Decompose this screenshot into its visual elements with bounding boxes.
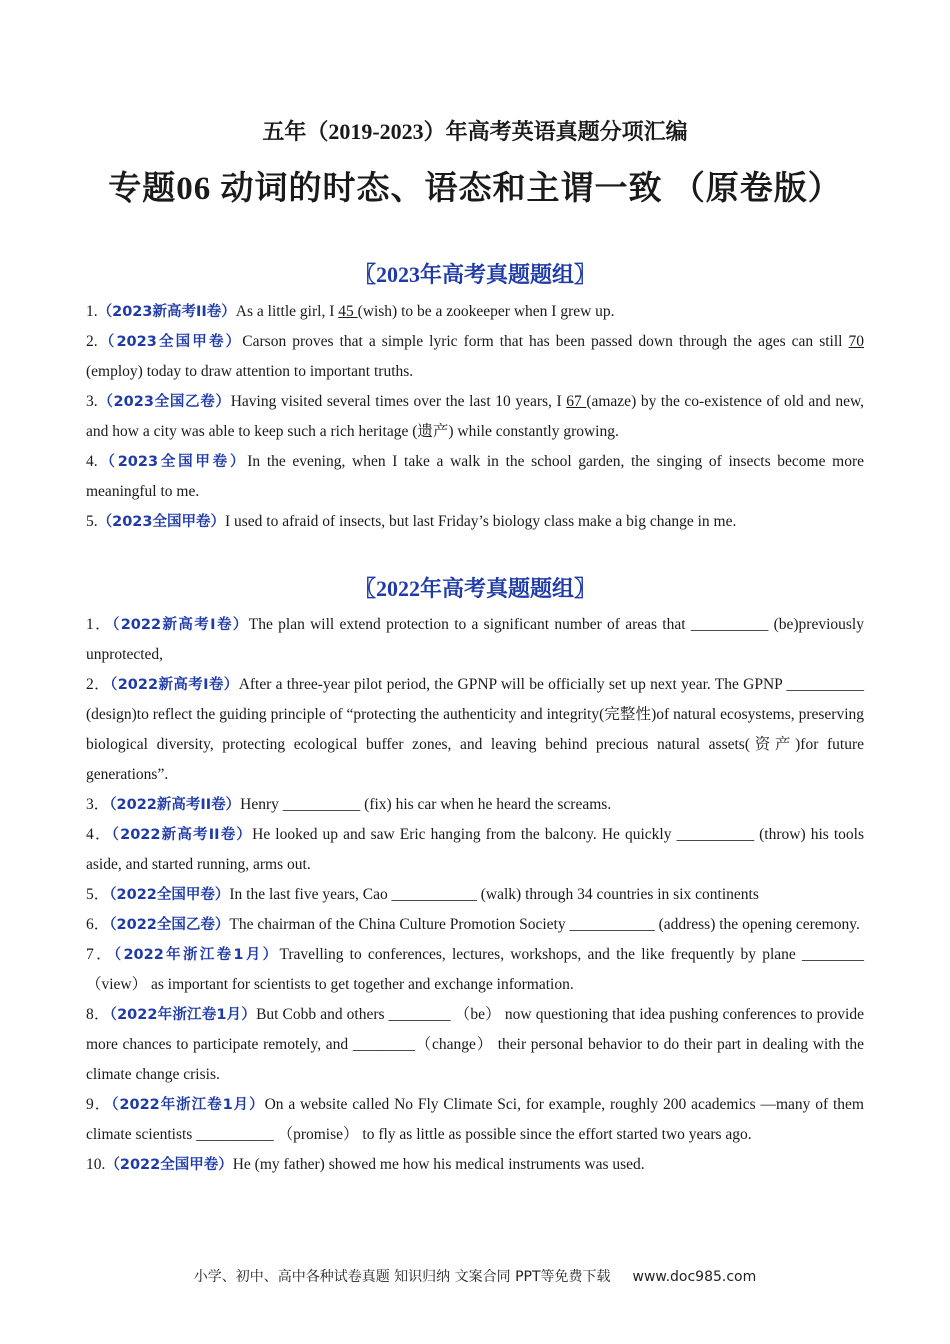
question-number: 7． xyxy=(86,946,114,963)
question-item xyxy=(86,1150,864,1180)
question-text: I used to afraid of insects, but last Friday’s biology class make a big change in me. xyxy=(224,513,737,530)
question-item xyxy=(86,880,864,910)
question-text: The chairman of the China Culture Promotion Society ___________ (address) the opening ceremony. xyxy=(229,916,860,933)
question-source: （2022全国甲卷） xyxy=(109,887,230,903)
question-source: （2022新高考II卷） xyxy=(109,797,241,813)
question-source: （2022年浙江卷1月） xyxy=(109,1007,257,1023)
question-item xyxy=(86,910,864,940)
question-item xyxy=(86,447,864,507)
question-text: He (my father) showed me how his medical instruments was used. xyxy=(232,1156,645,1173)
question-text: Henry __________ (fix) his car when he heard the screams. xyxy=(240,796,612,813)
question-number: 5. xyxy=(86,513,98,530)
question-number: 9． xyxy=(86,1096,112,1113)
question-source: （2023全国甲卷） xyxy=(97,454,248,470)
question-source: （2023全国乙卷） xyxy=(97,394,231,410)
answer-blank[interactable]: 45 xyxy=(338,303,358,320)
question-source: （2023全国甲卷） xyxy=(97,334,243,350)
question-text-tail: (wish) to be a zookeeper when I grew up. xyxy=(357,303,615,320)
answer-blank[interactable]: 67 xyxy=(566,393,587,410)
question-number: 1． xyxy=(86,616,113,633)
question-source: （2022新高考II卷） xyxy=(111,827,253,843)
question-item xyxy=(86,610,864,670)
answer-blank[interactable]: 70 xyxy=(848,333,865,350)
question-source: （2022年浙江卷1月） xyxy=(111,1097,265,1113)
question-text: After a three-year pilot period, the GPNP will be officially set up next year. The GPNP __________ (design)to reflect the guiding principle of “protecting the authenticity and integrity(完整性)of natural ecosystems, preserving biological diversity, protecting ecological buffer zones, and leaving behind precious natural assets(资产)for future generations”. xyxy=(86,676,864,783)
question-item xyxy=(86,507,864,537)
question-item xyxy=(86,1090,864,1150)
question-number: 1. xyxy=(86,303,98,320)
section-heading-2022: 〖2022年高考真题题组〗 xyxy=(353,576,596,601)
page-title: 五年（2019-2023）年高考英语真题分项汇编 xyxy=(262,119,688,144)
question-text: On a website called No Fly Climate Sci, for example, roughly 200 academics —many of them climate scientists __________ （promise） to fly as little as possible since the effort started two years ago. xyxy=(86,1096,864,1143)
question-item xyxy=(86,670,864,790)
question-text: In the last five years, Cao ___________ (walk) through 34 countries in six continents xyxy=(229,886,759,903)
question-source: （2023新高考II卷） xyxy=(97,304,236,320)
question-list-2022 xyxy=(86,610,864,1180)
question-text: As a little girl, I xyxy=(235,303,339,320)
question-number: 5． xyxy=(86,886,110,903)
question-number: 3． xyxy=(86,796,110,813)
section-heading-2023: 〖2023年高考真题题组〗 xyxy=(353,262,596,287)
footer-text: 小学、初中、高中各种试卷真题 知识归纳 文案合同 PPT等免费下载 xyxy=(193,1269,611,1285)
question-item xyxy=(86,297,864,327)
question-source: （2022全国甲卷） xyxy=(105,1157,233,1173)
question-text-tail: (employ) today to draw attention to important truths. xyxy=(86,363,414,380)
question-item xyxy=(86,940,864,1000)
question-number: 6． xyxy=(86,916,110,933)
page-footer xyxy=(0,1266,950,1286)
question-item xyxy=(86,387,864,447)
question-text: But Cobb and others ________ （be） now questioning that idea pushing conferences to provide more chances to participate remotely, and ________（change） their personal behavior to do their part in dealing with the climate change crisis. xyxy=(86,1006,864,1083)
question-text: Having visited several times over the last 10 years, I xyxy=(230,393,567,410)
question-number: 10. xyxy=(86,1156,106,1173)
question-source: （2022新高考I卷） xyxy=(110,677,239,693)
question-number: 8． xyxy=(86,1006,110,1023)
question-number: 2． xyxy=(86,676,111,693)
question-source: （2022新高考I卷） xyxy=(112,617,249,633)
question-source: （2022年浙江卷1月） xyxy=(113,947,280,963)
question-text: In the evening, when I take a walk in the school garden, the singing of insects become more meaningful to me. xyxy=(86,453,865,500)
question-item xyxy=(86,790,864,820)
footer-site-link[interactable]: www.doc985.com xyxy=(632,1269,757,1285)
question-text: Travelling to conferences, lectures, workshops, and the like frequently by plane ________（view） as important for scientists to get together and exchange information. xyxy=(86,946,864,993)
page-subtitle: 专题06 动词的时态、语态和主谓一致 （原卷版） xyxy=(108,171,842,207)
question-number: 4． xyxy=(86,826,112,843)
question-source: （2023全国甲卷） xyxy=(97,514,225,530)
question-number: 3. xyxy=(86,393,98,410)
question-text: The plan will extend protection to a significant number of areas that __________ (be)previously unprotected, xyxy=(86,616,864,663)
question-number: 2. xyxy=(86,333,98,350)
question-text: He looked up and saw Eric hanging from the balcony. He quickly __________ (throw) his tools aside, and started running, arms out. xyxy=(86,826,864,873)
question-text-tail: (amaze) by the co-existence of old and new, and how a city was able to keep such a rich heritage (遗产) while constantly growing. xyxy=(86,393,865,440)
question-item xyxy=(86,820,864,880)
question-list-2023 xyxy=(86,297,864,537)
question-item xyxy=(86,1000,864,1090)
question-source: （2022全国乙卷） xyxy=(109,917,230,933)
question-text: Carson proves that a simple lyric form that has been passed down through the ages can still xyxy=(242,333,849,350)
question-item xyxy=(86,327,864,387)
question-number: 4. xyxy=(86,453,98,470)
